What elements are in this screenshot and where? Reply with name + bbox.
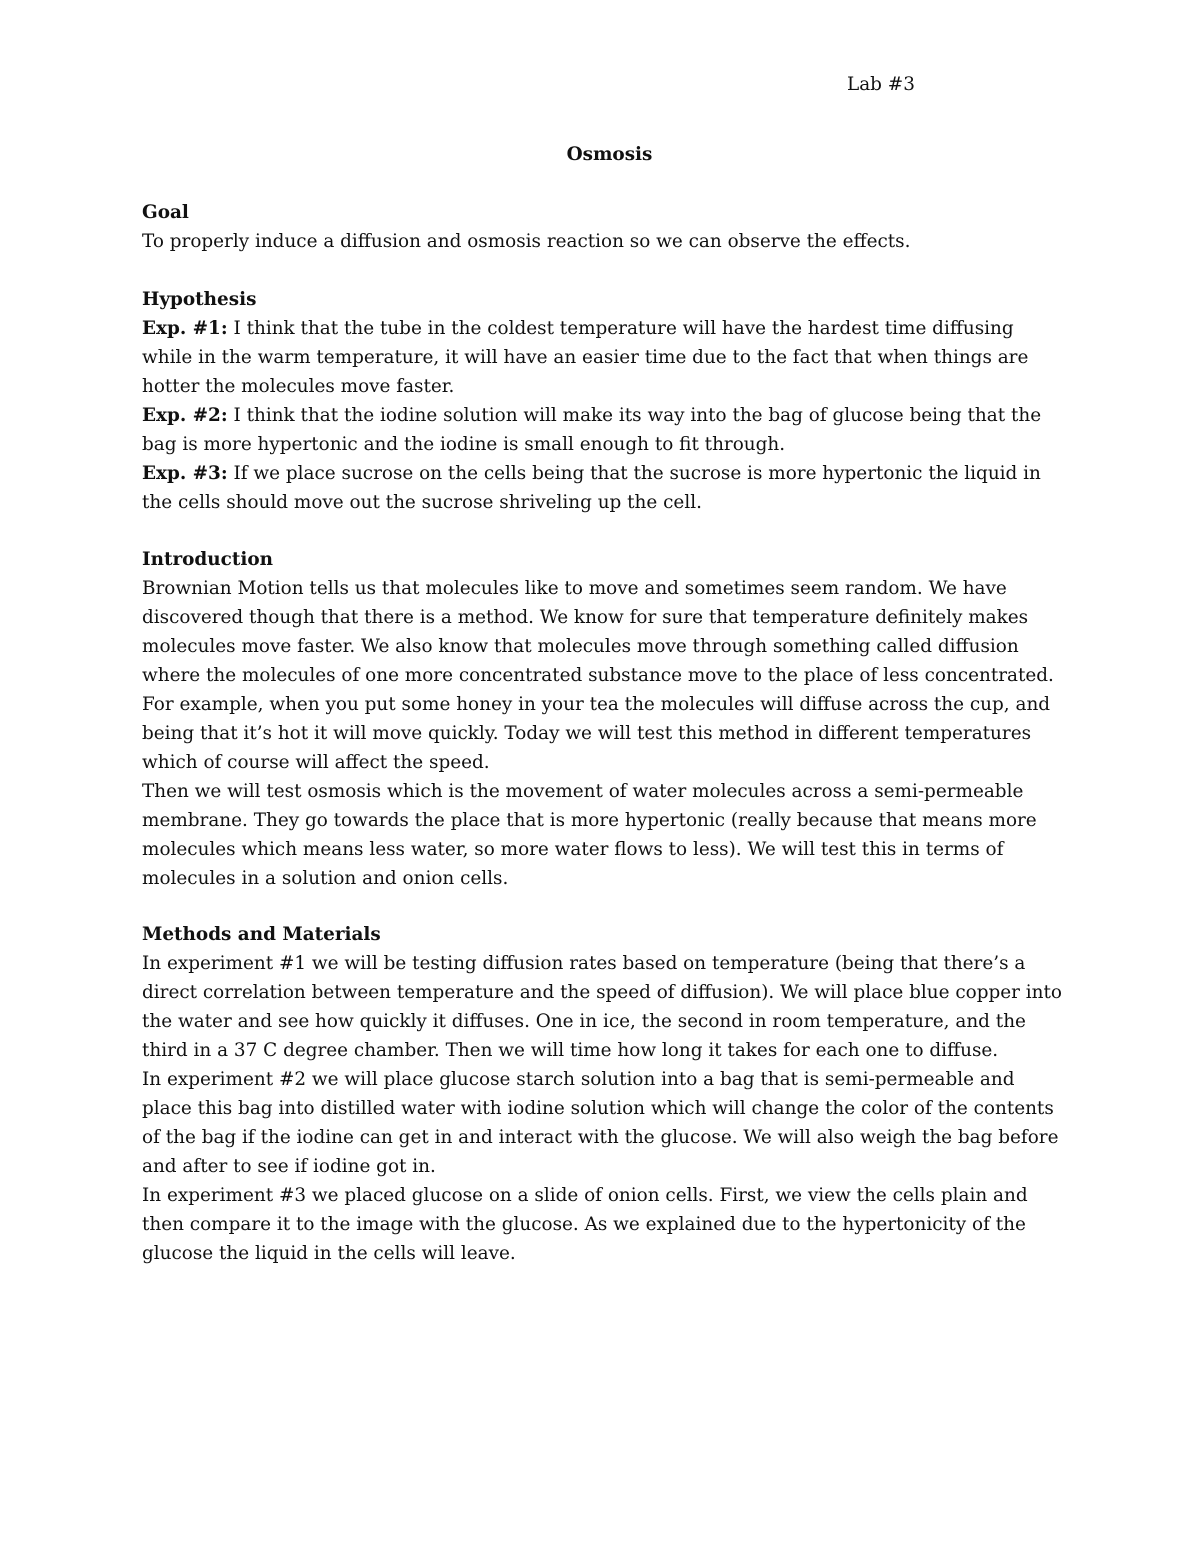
hypothesis-heading: Hypothesis bbox=[142, 289, 257, 310]
introduction-heading: Introduction bbox=[142, 549, 273, 570]
hypothesis-text: If we place sucrose on the cells being that the sucrose is more hypertonic the liquid in the cells should move out the sucrose shriveling up the cell. bbox=[142, 463, 1041, 513]
hypothesis-label: Exp. #3: bbox=[142, 463, 228, 484]
introduction-paragraph: Then we will test osmosis which is the movement of water molecules across a semi-permeable membrane. They go towards the place that is more hypertonic (really because that means more molecules which means less water, so more water flows to less). We will test this in terms of molecules in a solution and onion cells. bbox=[142, 781, 1037, 889]
hypothesis-text: I think that the iodine solution will make its way into the bag of glucose being that the bag is more hypertonic and the iodine is small enough to fit through. bbox=[142, 405, 1042, 455]
lab-number-header: Lab #3 bbox=[847, 74, 915, 95]
methods-paragraph: In experiment #1 we will be testing diffusion rates based on temperature (being that there’s a direct correlation between temperature and the speed of diffusion). We will place blue copper into the water and see how quickly it diffuses. One in ice, the second in room temperature, and the third in a 37 C degree chamber. Then we will time how long it takes for each one to diffuse. bbox=[142, 953, 1062, 1061]
methods-heading: Methods and Materials bbox=[142, 924, 381, 945]
goal-heading: Goal bbox=[142, 202, 189, 223]
introduction-paragraph: Brownian Motion tells us that molecules like to move and sometimes seem random. We have discovered though that there is a method. We know for sure that temperature definitely makes molecules move faster. We also know that molecules move through something called diffusion where the molecules of one more concentrated substance move to the place of less concentrated. For example, when you put some honey in your tea the molecules will diffuse across the cup, and being that it’s hot it will move quickly. Today we will test this method in different temperatures which of course will affect the speed. bbox=[142, 578, 1054, 773]
methods-section bbox=[142, 920, 1062, 1268]
hypothesis-text: I think that the tube in the coldest temperature will have the hardest time diffusing while in the warm temperature, it will have an easier time due to the fact that when things are hotter the molecules move faster. bbox=[142, 318, 1029, 397]
methods-paragraph: In experiment #2 we will place glucose starch solution into a bag that is semi-permeable and place this bag into distilled water with iodine solution which will change the color of the contents of the bag if the iodine can get in and interact with the glucose. We will also weigh the bag before and after to see if iodine got in. bbox=[142, 1069, 1059, 1177]
goal-text: To properly induce a diffusion and osmosis reaction so we can observe the effects. bbox=[142, 231, 911, 252]
document-title: Osmosis bbox=[566, 144, 653, 165]
goal-section bbox=[142, 198, 1062, 256]
hypothesis-section bbox=[142, 285, 1062, 517]
hypothesis-item bbox=[142, 401, 1062, 459]
hypothesis-label: Exp. #2: bbox=[142, 405, 228, 426]
methods-paragraph: In experiment #3 we placed glucose on a slide of onion cells. First, we view the cells plain and then compare it to the image with the glucose. As we explained due to the hypertonicity of the glucose the liquid in the cells will leave. bbox=[142, 1185, 1028, 1264]
hypothesis-item bbox=[142, 314, 1062, 401]
hypothesis-label: Exp. #1: bbox=[142, 318, 228, 339]
introduction-section bbox=[142, 545, 1062, 893]
hypothesis-item bbox=[142, 459, 1062, 517]
